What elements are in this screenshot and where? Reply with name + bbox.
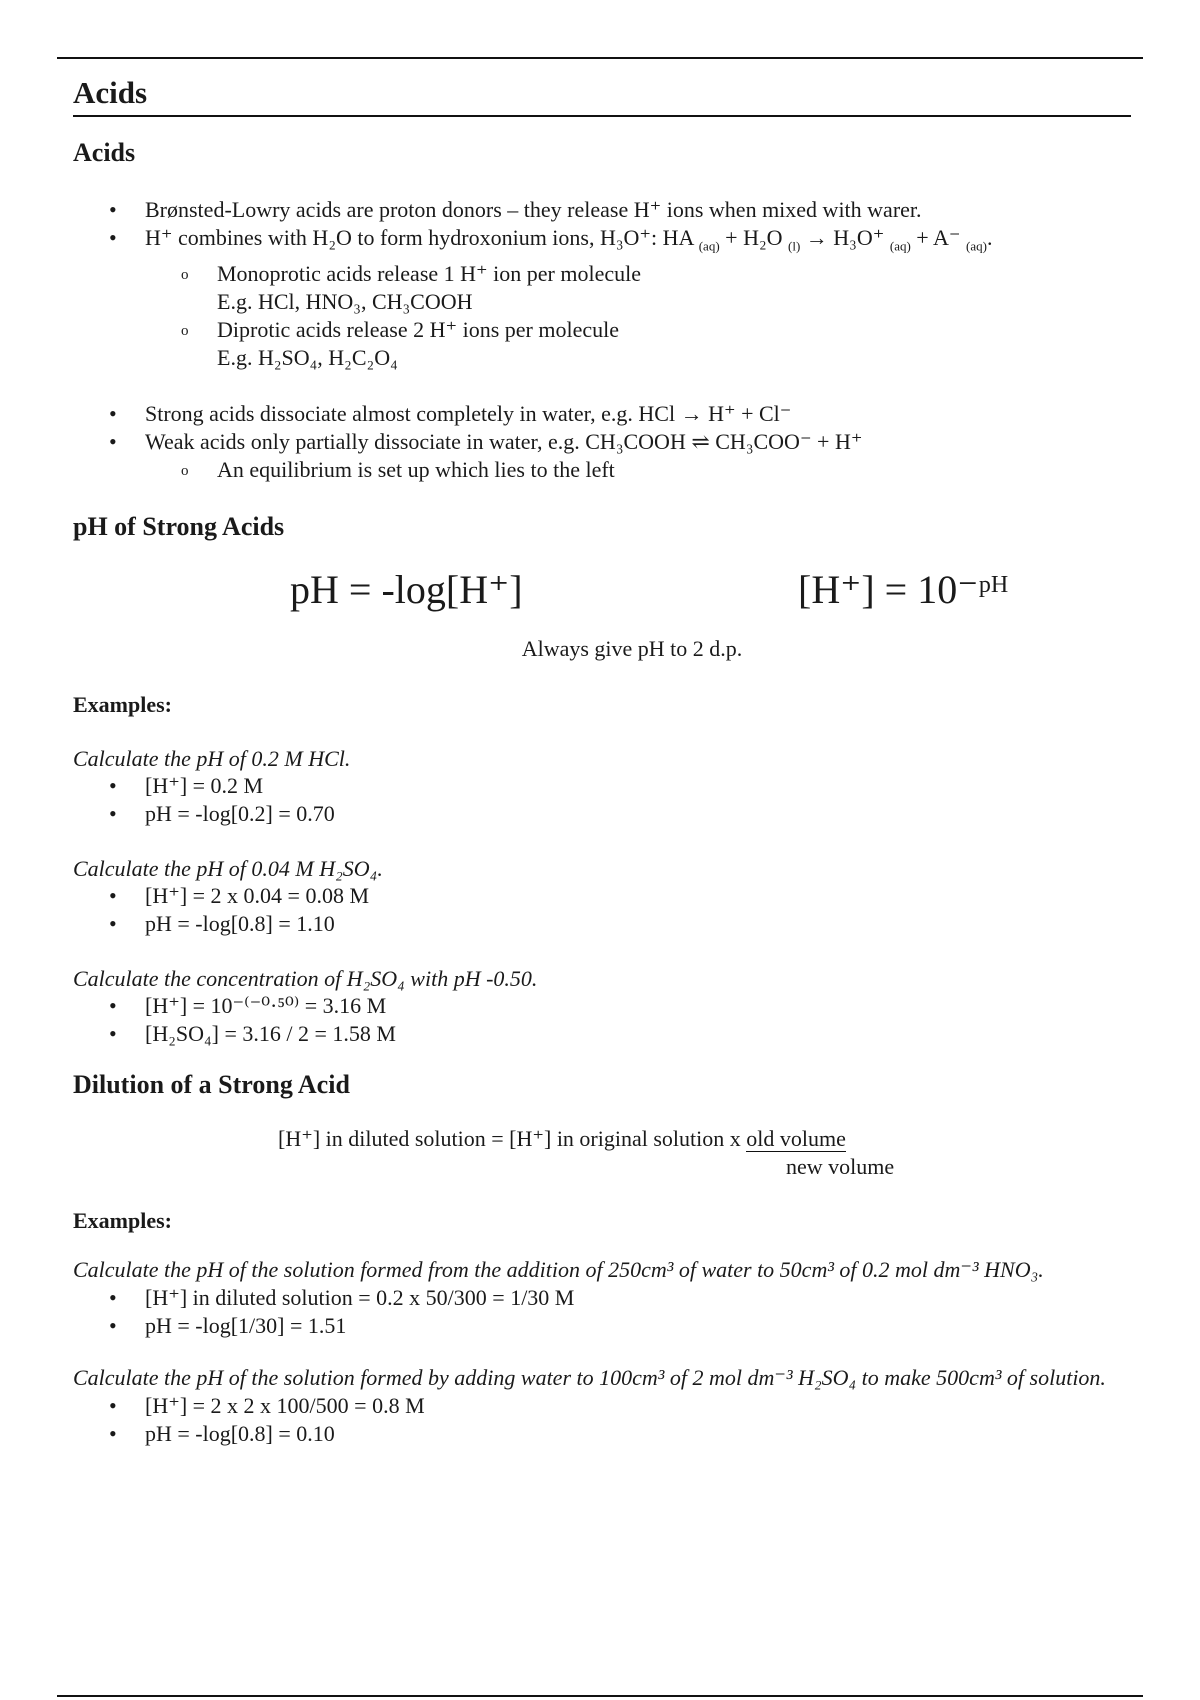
list-item: • pH = -log[0.2] = 0.70 — [145, 800, 1131, 828]
text-span: + A⁻ — [910, 225, 966, 250]
list-item — [217, 316, 1131, 372]
example-answer-list — [73, 882, 1131, 938]
ph-formulas — [73, 566, 1131, 636]
h-conc-formula: [H⁺] = 10⁻ᵖᴴ — [798, 567, 1009, 613]
examples-label: Examples: — [73, 1208, 172, 1234]
state-symbol: (aq) — [966, 238, 987, 254]
text-span: Weak acids only partially dissociate in water, e.g. CH₃COOH ⇌ CH₃COO⁻ + H⁺ — [145, 429, 863, 455]
example-answer-list — [73, 772, 1131, 828]
list-item: • pH = -log[1/30] = 1.51 — [145, 1312, 1131, 1340]
list-item: • [H⁺] = 2 x 0.04 = 0.08 M — [145, 882, 1131, 910]
bottom-rule — [57, 1695, 1143, 1697]
text-span: + H₂O — [719, 225, 789, 250]
diprotic-examples: E.g. H₂SO₄, H₂C₂O₄ — [217, 345, 398, 371]
monoprotic-line: o Monoprotic acids release 1 H⁺ ion per molecule — [217, 261, 641, 287]
acids-bullet-list — [73, 196, 1131, 372]
list-item: • Strong acids dissociate almost completely in water, e.g. HCl → H⁺ + Cl⁻ — [145, 400, 1131, 428]
diprotic-line: o Diprotic acids release 2 H⁺ ions per molecule — [217, 317, 619, 343]
list-item: • [H⁺] in diluted solution = 0.2 x 50/300 = 1/30 M — [145, 1284, 1131, 1312]
fraction-denominator: new volume — [786, 1154, 895, 1180]
list-item — [145, 224, 1131, 372]
list-item: • Brønsted-Lowry acids are proton donors – they release H⁺ ions when mixed with warer. — [145, 196, 1131, 224]
strong-weak-list — [73, 400, 1131, 484]
example-answer-list — [73, 1392, 1131, 1448]
section-heading-ph: pH of Strong Acids — [73, 512, 285, 542]
monoprotic-examples: E.g. HCl, HNO₃, CH₃COOH — [217, 289, 473, 315]
list-item: • pH = -log[0.8] = 1.10 — [145, 910, 1131, 938]
section-heading-dilution: Dilution of a Strong Acid — [73, 1070, 350, 1100]
example-question: Calculate the pH of the solution formed from the addition of 250cm³ of water to 50cm³ of 0.2 mol dm⁻³ HNO₃. — [73, 1257, 1044, 1283]
text-span: → H₃O⁺ — [800, 225, 890, 250]
examples-label: Examples: — [73, 692, 172, 718]
top-rule — [57, 57, 1143, 59]
document-body — [73, 138, 1131, 1448]
example-question: Calculate the concentration of H₂SO₄ with pH -0.50. — [73, 966, 538, 992]
text-span: H⁺ combines with H₂O to form hydroxonium ions, H₃O⁺: HA — [145, 225, 699, 250]
state-symbol: (aq) — [889, 238, 911, 254]
example-question: Calculate the pH of 0.2 M HCl. — [73, 746, 351, 772]
state-symbol: (aq) — [698, 238, 720, 254]
ph-note: Always give pH to 2 d.p. — [521, 636, 743, 662]
dilution-formula-text — [278, 1126, 846, 1152]
page-title: Acids — [73, 75, 1131, 117]
text-span: [H⁺] in diluted solution = [H⁺] in original solution x — [278, 1126, 747, 1152]
fraction-numerator: old volume — [746, 1126, 846, 1152]
dilution-formula — [73, 1126, 1131, 1186]
list-item: • [H⁺] = 10⁻⁽⁻⁰·⁵⁰⁾ = 3.16 M — [145, 992, 1131, 1020]
list-item — [217, 260, 1131, 316]
text-span: . — [986, 225, 993, 250]
example-question: Calculate the pH of 0.04 M H₂SO₄. — [73, 856, 383, 882]
sub-list — [145, 456, 1131, 484]
example-answer-list — [73, 992, 1131, 1048]
list-item — [145, 428, 1131, 484]
state-symbol: (l) — [788, 238, 801, 254]
list-item: • [H⁺] = 2 x 2 x 100/500 = 0.8 M — [145, 1392, 1131, 1420]
example-answer-list — [73, 1284, 1131, 1340]
ph-formula: pH = -log[H⁺] — [290, 567, 523, 613]
list-item: • pH = -log[0.8] = 0.10 — [145, 1420, 1131, 1448]
section-heading-acids: Acids — [73, 138, 136, 167]
list-item: • [H⁺] = 0.2 M — [145, 772, 1131, 800]
list-item: • [H₂SO₄] = 3.16 / 2 = 1.58 M — [145, 1020, 1131, 1048]
list-item: o An equilibrium is set up which lies to the left — [217, 456, 1131, 484]
sub-list — [145, 260, 1131, 372]
example-question: Calculate the pH of the solution formed by adding water to 100cm³ of 2 mol dm⁻³ H₂SO₄ to make 500cm³ of solution. — [73, 1365, 1106, 1391]
